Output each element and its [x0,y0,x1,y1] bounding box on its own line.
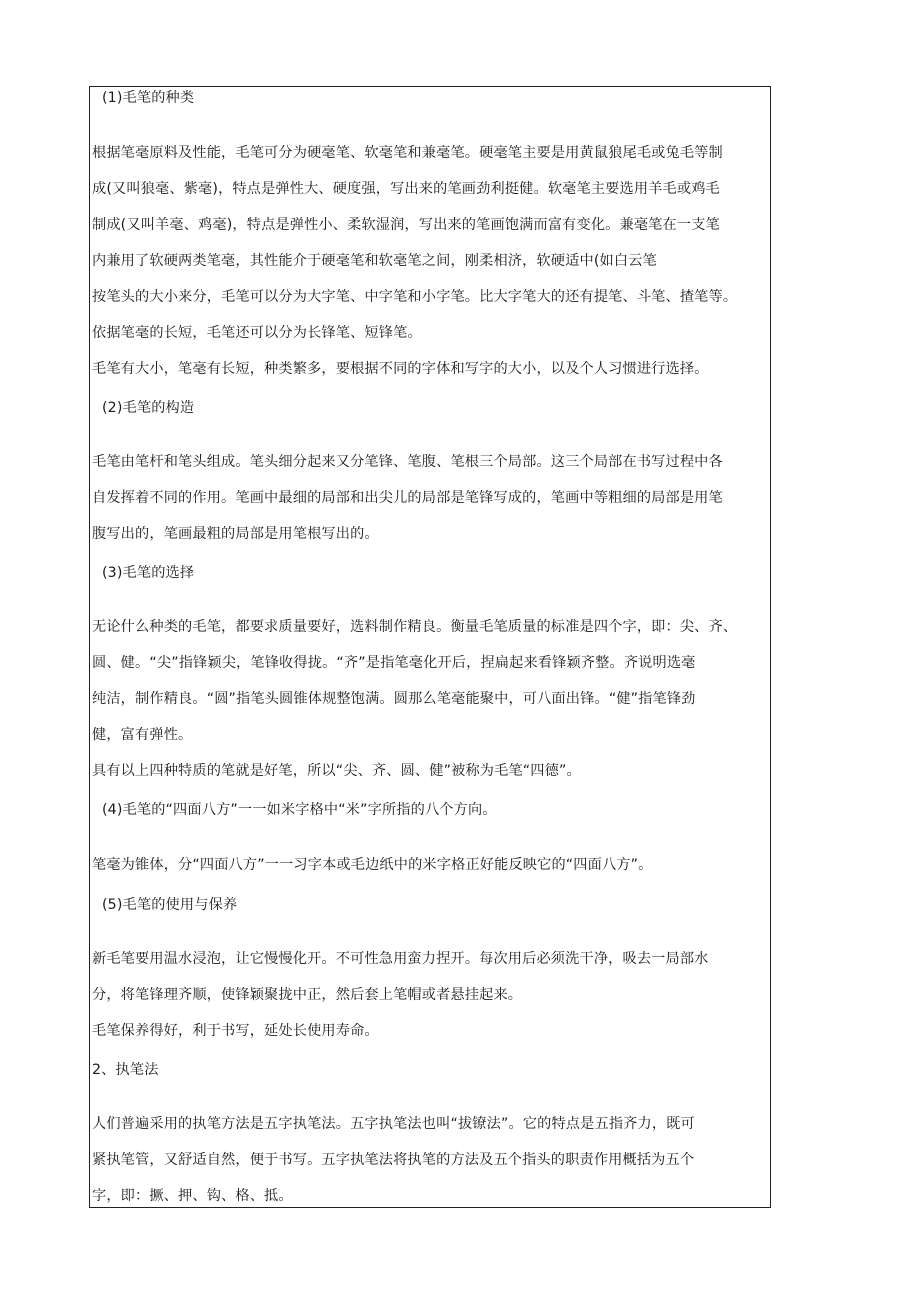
text-line: 分，将笔锋理齐顺，使锋颖聚拢中正，然后套上笔帽或者悬挂起来。 [92,987,523,1003]
text-line: 内兼用了软硬两类笔毫，其性能介于硬毫笔和软毫笔之间，刚柔相济，软硬适中(如白云笔 [92,253,657,269]
text-line: 根据笔毫原料及性能，毛笔可分为硬毫笔、软毫笔和兼毫笔。硬毫笔主要是用黄鼠狼尾毛或兔毛等制 [92,145,723,161]
text-line: 字，即：撅、押、钩、格、抵。 [92,1188,293,1204]
text-line: 无论什么种类的毛笔，都要求质量要好，选料制作精良。衡量毛笔质量的标准是四个字，即：尖、齐、 [92,619,738,635]
heading-brush-selection: (3)毛笔的选择 [102,565,195,581]
text-line: 具有以上四种特质的笔就是好笔，所以“尖、齐、圆、健”被称为毛笔“四德”。 [92,763,581,779]
heading-use-and-care: (5)毛笔的使用与保养 [102,897,238,913]
text-line: 成(又叫狼毫、紫毫)，特点是弹性大、硬度强，写出来的笔画劲利挺健。软毫笔主要选用羊毛或鸡毛 [92,181,720,197]
heading-holding-method: 2、执笔法 [92,1062,159,1078]
text-line: 毛笔保养得好，利于书写，延处长使用寿命。 [92,1023,379,1039]
text-line: 毛笔由笔杆和笔头组成。笔头细分起来又分笔锋、笔腹、笔根三个局部。这三个局部在书写过程中各 [92,454,723,470]
text-line: 紧执笔管，又舒适自然，便于书写。五字执笔法将执笔的方法及五个指头的职责作用概括为五个 [92,1152,695,1168]
text-line: 按笔头的大小来分，毛笔可以分为大字笔、中字笔和小字笔。比大字笔大的还有提笔、斗笔、揸笔等。 [92,289,738,305]
heading-four-sides: (4)毛笔的“四面八方”一一如米字格中“米”字所指的八个方向。 [102,802,497,818]
text-line: 自发挥着不同的作用。笔画中最细的局部和出尖儿的局部是笔锋写成的，笔画中等粗细的局部是用笔 [92,490,723,506]
text-line: 毛笔有大小，笔毫有长短，种类繁多，要根据不同的字体和写字的大小，以及个人习惯进行选择。 [92,361,709,377]
text-line: 依据笔毫的长短，毛笔还可以分为长锋笔、短锋笔。 [92,325,422,341]
text-line: 圆、健。“尖”指锋颖尖，笔锋收得拢。“齐”是指笔毫化开后，捏扁起来看锋颖齐整。齐说明选毫 [92,655,696,671]
heading-brush-structure: (2)毛笔的构造 [102,400,195,416]
text-line: 制成(又叫羊毫、鸡毫)，特点是弹性小、柔软湿润，写出来的笔画饱满而富有变化。兼毫笔在一支笔 [92,217,720,233]
text-line: 健，富有弹性。 [92,727,193,743]
text-line: 新毛笔要用温水浸泡，让它慢慢化开。不可性急用蛮力捏开。每次用后必须洗干净，吸去一局部水 [92,951,709,967]
text-line: 笔毫为锥体，分“四面八方”一一习字本或毛边纸中的米字格正好能反映它的“四面八方”。 [92,857,653,873]
text-line: 腹写出的，笔画最粗的局部是用笔根写出的。 [92,526,379,542]
heading-brush-types: (1)毛笔的种类 [102,90,195,106]
text-line: 纯洁，制作精良。“圆”指笔头圆锥体规整饱满。圆那么笔毫能聚中，可八面出锋。“健”指笔锋劲 [92,691,696,707]
text-line: 人们普遍采用的执笔方法是五字执笔法。五字执笔法也叫“拔镣法”。它的特点是五指齐力，既可 [92,1116,695,1132]
